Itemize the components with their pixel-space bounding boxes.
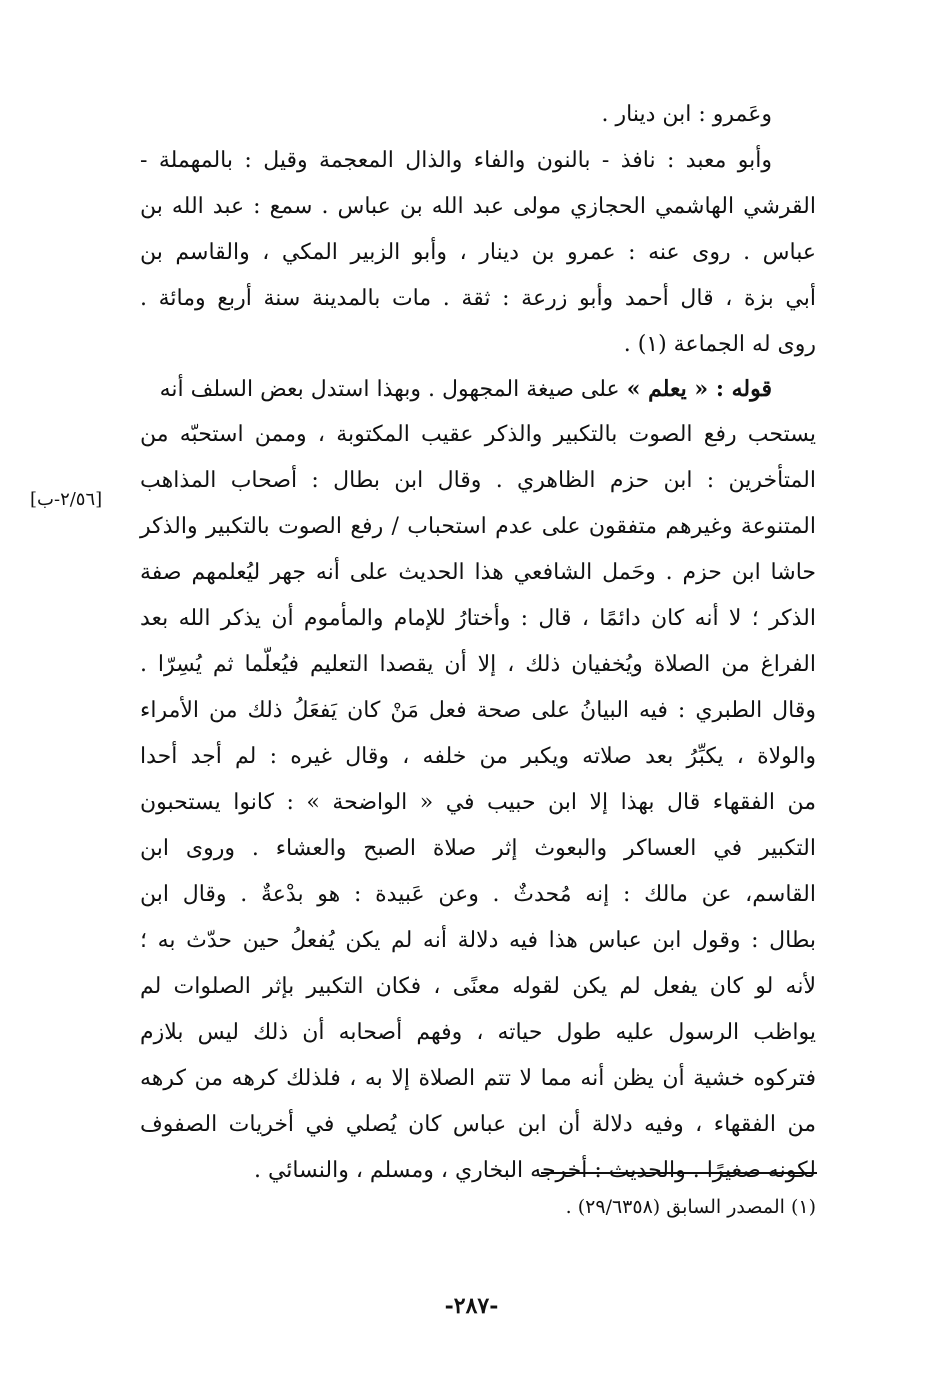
text-line: حاشا ابن حزم . وحَمل الشافعي هذا الحديث على أنه جهر ليُعلمهم صفة bbox=[140, 560, 816, 585]
footnote-separator bbox=[541, 1172, 817, 1174]
text-line: وقال الطبري : فيه البيانُ على صحة فعل مَنْ كان يَفعَلُ ذلك من الأمراء bbox=[140, 698, 816, 723]
text-line: المتنوعة وغيرهم متفقون على عدم استحباب / رفع الصوت بالتكبير والذكر bbox=[140, 514, 816, 539]
text-line: بطال : وقول ابن عباس هذا فيه دلالة أنه لم يكن يُفعلُ حين حدّث به ؛ bbox=[140, 928, 816, 953]
text-line: وأبو معبد : نافذ - بالنون والفاء والذال المعجمة وقيل : بالمهملة - bbox=[140, 148, 772, 173]
paragraph-1 bbox=[140, 92, 816, 138]
text-line: عباس . روى عنه : عمرو بن دينار ، وأبو الزبير المكي ، والقاسم بن bbox=[140, 240, 816, 265]
text-line: القاسم، عن مالك : إنه مُحدثٌ . وعن عَبيدة : هو بدْعةٌ . وقال ابن bbox=[140, 882, 816, 907]
text-line: القرشي الهاشمي الحجازي مولى عبد الله بن عباس . سمع : عبد الله بن bbox=[140, 194, 816, 219]
text-line: من الفقهاء قال بهذا إلا ابن حبيب في « الواضحة » : كانوا يستحبون bbox=[140, 790, 816, 815]
text-line: أبي بزة ، قال أحمد وأبو زرعة : ثقة . مات بالمدينة سنة أربع ومائة . bbox=[140, 286, 816, 311]
manuscript-folio-marker: [٢/٥٦-ب] bbox=[30, 489, 103, 510]
page-number: -٢٨٧- bbox=[444, 1293, 499, 1319]
text-line-rest: على صيغة المجهول . وبهذا استدل بعض السلف أنه bbox=[159, 377, 620, 402]
text-line: لأنه لو كان يفعل لم يكن لقوله معنًى ، فكان التكبير بإثر الصلوات لم bbox=[140, 974, 816, 999]
text-line: التكبير في العساكر والبعوث إثر صلاة الصبح والعشاء . وروى ابن bbox=[140, 836, 816, 861]
text-line: يستحب رفع الصوت بالتكبير والذكر عقيب المكتوبة ، وممن استحبّه من bbox=[140, 422, 816, 447]
paragraph-2 bbox=[140, 138, 816, 368]
text-line: والولاة ، يكبِّرُ بعد صلاته ويكبر من خلفه ، وقال غيره : لم أجد أحدا bbox=[140, 744, 816, 769]
text-line bbox=[140, 366, 816, 412]
text-line: يواظب الرسول عليه طول حياته ، وفهم أصحابه أن ذلك ليس بلازم bbox=[140, 1020, 816, 1045]
text-line: لكونه صغيرًا . والحديث : أخرجه البخاري ، ومسلم ، والنسائي . bbox=[253, 1158, 816, 1183]
text-line: فتركوه خشية أن يظن أنه مما لا تتم الصلاة إلا به ، فلذلك كرهه من كرهه bbox=[140, 1066, 816, 1091]
text-line: من الفقهاء ، وفيه دلالة أن ابن عباس كان يُصلي في أخريات الصفوف bbox=[140, 1112, 816, 1137]
text-line: روى له الجماعة (١) . bbox=[623, 332, 816, 357]
text-line: الذكر ؛ لا أنه كان دائمًا ، قال : وأختارُ للإمام والمأموم أن يذكر الله بعد bbox=[140, 606, 816, 631]
text-line: المتأخرين : ابن حزم الظاهري . وقال ابن بطال : أصحاب المذاهب bbox=[140, 468, 816, 493]
footnote: (١) المصدر السابق (٢٩/٦٣٥٨) . bbox=[565, 1196, 816, 1218]
text-line: وعَمرو : ابن دينار . bbox=[601, 102, 772, 127]
paragraph-3 bbox=[140, 366, 816, 1194]
commentary-lead: قوله : « يعلم » bbox=[626, 376, 772, 402]
text-line: الفراغ من الصلاة ويُخفيان ذلك ، إلا أن يقصدا التعليم فيُعلّما ثم يُسِرّا . bbox=[140, 652, 816, 677]
